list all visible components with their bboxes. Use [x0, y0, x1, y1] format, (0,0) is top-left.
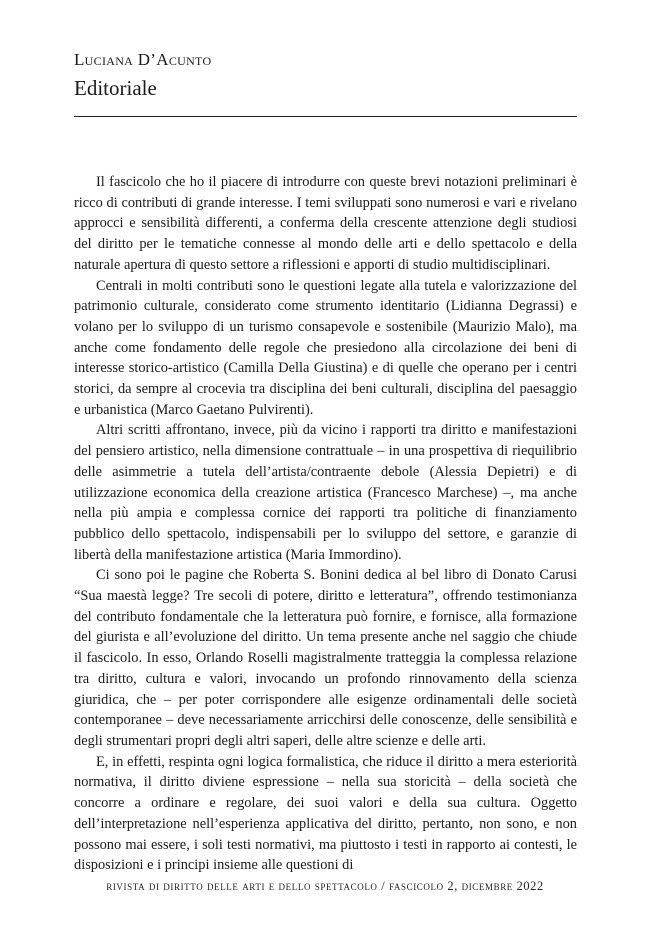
paragraph: Ci sono poi le pagine che Roberta S. Bonini dedica al bel libro di Donato Carusi “Sua maestà legge? Tre secoli di potere, diritto e letteratura”, offrendo testimonianza del contributo fondamentale che la letteratura può fornire, e fornisce, alla formazione del giurista e all’evoluzione del diritto. Un tema presente anche nel saggio che chiude il fascicolo. In esso, Orlando Roselli magistralmente tratteggia la complessa relazione tra diritto, cultura e valori, invocando un profondo rinnovamento della scienza giuridica, che – per poter corrispondere alle esigenze ordinamentali delle società contemporanee – deve necessariamente arricchirsi delle conoscenze, delle sensibilità e degli strumentari propri degli altri saperi, delle altre scienze e delle arti. [74, 567, 577, 749]
article-title: Editoriale [74, 76, 157, 100]
running-footer: rivista di diritto delle arti e dello spettacolo / fascicolo 2, dicembre 2022 [106, 879, 544, 893]
paragraph: Centrali in molti contributi sono le questioni legate alla tutela e valorizzazione del patrimonio culturale, considerato come strumento identitario (Lidianna Degrassi) e volano per lo sviluppo di un turismo consapevole e sostenibile (Maurizio Malo), ma anche come fondamento delle regole che presiedono alla circolazione dei beni di interesse storico-artistico (Camilla Della Giustina) e di quelle che operano per i centri storici, da sempre al crocevia tra disciplina dei beni culturali, disciplina del paesaggio e urbanistica (Marco Gaetano Pulvirenti). [74, 277, 577, 418]
paragraph: Il fascicolo che ho il piacere di introdurre con queste brevi notazioni preliminari è ricco di contributi di grande interesse. I temi sviluppati sono numerosi e vari e rivelano approcci e sensibilità differenti, a conferma della crescente attenzione degli studiosi del diritto per le tematiche connesse al mondo delle arti e dello spettacolo e della naturale apertura di questo settore a riflessioni e apporti di studio multidisciplinari. [74, 174, 577, 273]
title-divider [74, 116, 577, 117]
author-name: Luciana D’Acunto [74, 50, 212, 69]
paragraph: E, in effetti, respinta ogni logica formalistica, che riduce il diritto a mera esteriorità normativa, il diritto diviene espressione – nella sua storicità – della società che concorre a ordinare e regolare, dei suoi valori e della sua cultura. Oggetto dell’interpretazione nell’esperienza applicativa del diritto, pertanto, non sono, e non possono mai essere, i soli testi normativi, ma piuttosto i testi in rapporto ai contesti, le disposizioni e i principi insieme alle questioni di [74, 753, 577, 874]
paragraph: Altri scritti affrontano, invece, più da vicino i rapporti tra diritto e manifestazioni del pensiero artistico, nella dimensione contrattuale – in una prospettiva di riequilibrio delle asimmetrie a tutela dell’artista/contraente debole (Alessia Depietri) e di utilizzazione economica della creazione artistica (Francesco Marchese) –, ma anche nella più ampia e complessa cornice dei rapporti tra politiche di finanziamento pubblico dello spettacolo, indispensabili per lo sviluppo del settore, e garanzie di libertà della manifestazione artistica (Maria Immordino). [74, 422, 577, 563]
article-body [74, 172, 577, 876]
